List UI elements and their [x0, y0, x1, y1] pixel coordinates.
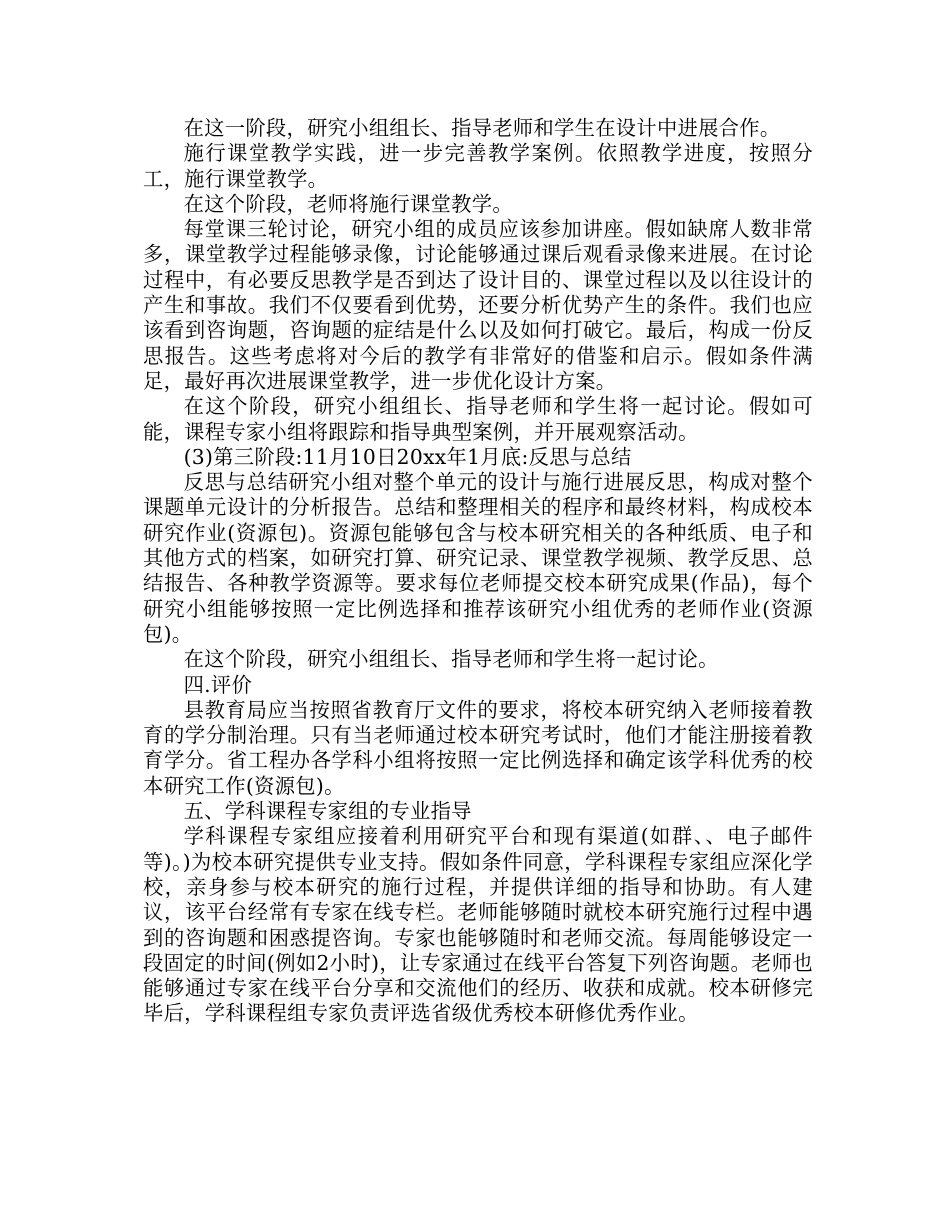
paragraph-expert-guidance: 学科课程专家组应接着利用研究平台和现有渠道(如群、、电子邮件等)。)为校本研究提供专业支持。假如条件同意，学科课程专家组应深化学校，亲身参与校本研究的施行过程，并提供详细的指导和协助。有人建议，该平台经常有专家在线专栏。老师能够随时就校本研究施行过程中遇到的咨询题和困惑提咨询。专家也能够随时和老师交流。每周能够设定一段固定的时间(例如2小时)，让专家通过在线平台答复下列咨询题。老师也能够通过专家在线平台分享和交流他们的经历、收获和成就。校本研修完毕后，学科课程组专家负责评选省级优秀校本研修优秀作业。: [143, 824, 813, 1026]
paragraph-stage-three-heading: (3)第三阶段:11月10日20xx年1月底:反思与总结: [183, 444, 632, 469]
document-body: [143, 116, 813, 1027]
section-heading-evaluation: 四.评价: [183, 672, 253, 697]
paragraph-stage-cooperation: 在这一阶段，研究小组组长、指导老师和学生在设计中进展合作。: [183, 116, 781, 140]
paragraph-reflection-summary: 反思与总结研究小组对整个单元的设计与施行进展反思，构成对整个课题单元设计的分析报告。总结和整理相关的程序和最终材料，构成校本研究作业(资源包)。资源包能够包含与校本研究相关的各种纸质、电子和其他方式的档案，如研究打算、研究记录、课堂教学视频、教学反思、总结报告、各种教学资源等。要求每位老师提交校本研究成果(作品)，每个研究小组能够按照一定比例选择和推荐该研究小组优秀的老师作业(资源包)。: [143, 470, 813, 646]
paragraph-discussion-rounds: 每堂课三轮讨论，研究小组的成员应该参加讲座。假如缺席人数非常多，课堂教学过程能够录像，讨论能够通过课后观看录像来进展。在讨论过程中，有必要反思教学是否到达了设计目的、课堂过程以及以往设计的产生和事故。我们不仅要看到优势，还要分析优势产生的条件。我们也应该看到咨询题，咨询题的症结是什么以及如何打破它。最后，构成一份反思报告。这些考虑将对今后的教学有非常好的借鉴和启示。假如条件满足，最好再次进展课堂教学，进一步优化设计方案。: [143, 217, 813, 393]
paragraph-teacher-teaching: 在这个阶段，老师将施行课堂教学。: [183, 191, 513, 216]
section-heading-expert-guidance: 五、学科课程专家组的专业指导: [183, 799, 472, 824]
paragraph-group-discussion: 在这个阶段，研究小组组长、指导老师和学生将一起讨论。假如可能，课程专家小组将跟踪和指导典型案例，并开展观察活动。: [143, 394, 813, 444]
paragraph-group-discussion-2: 在这个阶段，研究小组组长、指导老师和学生将一起讨论。: [183, 647, 719, 672]
paragraph-evaluation: 县教育局应当按照省教育厅文件的要求，将校本研究纳入老师接着教育的学分制治理。只有当老师通过校本研究考试时，他们才能注册接着教育学分。省工程办各学科小组将按照一定比例选择和确定该学科优秀的校本研究工作(资源包)。: [143, 697, 813, 798]
paragraph-classroom-practice: 施行课堂教学实践，进一步完善教学案例。依照教学进度，按照分工，施行课堂教学。: [143, 141, 813, 191]
